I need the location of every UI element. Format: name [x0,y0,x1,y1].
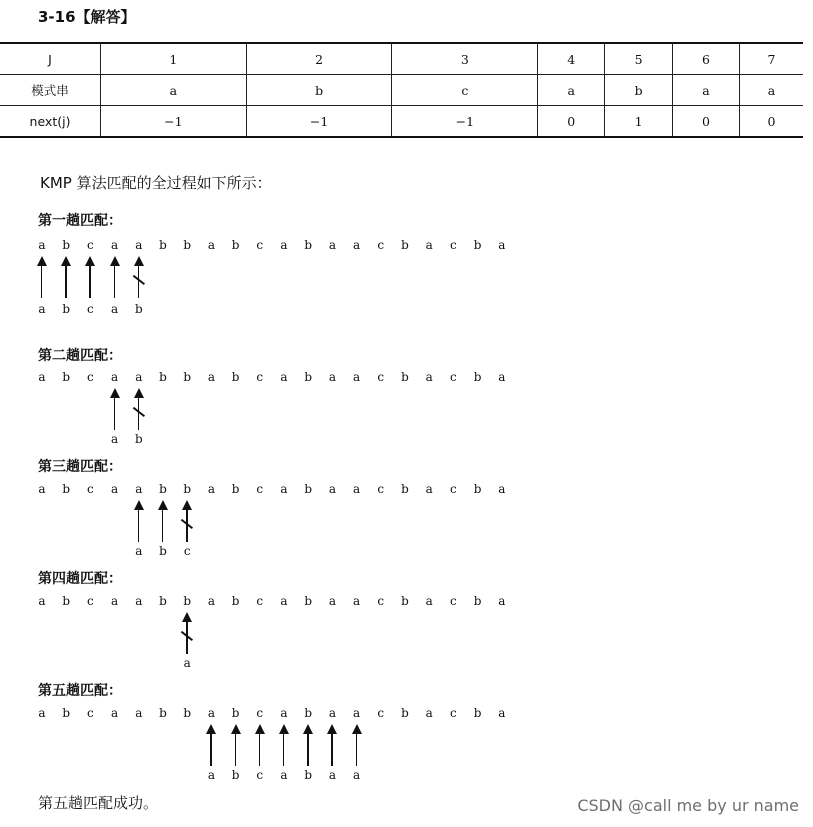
main-char: b [401,594,409,608]
pattern-char: a [280,768,288,782]
table-cell: 5 [605,43,673,75]
main-char: b [62,594,71,608]
main-char: b [304,706,313,720]
table-cell: −1 [246,106,392,138]
main-char: a [328,594,336,608]
main-char: a [280,370,288,384]
trip-title: 第五趟匹配： [38,683,122,699]
pattern-char: c [256,768,264,782]
main-char: c [87,238,94,252]
main-char: b [401,706,409,720]
table-cell: 1 [101,43,247,75]
pattern-char: a [111,432,119,446]
main-char: a [280,238,288,252]
table-cell: 4 [538,43,605,75]
next-table [0,42,803,138]
main-char: a [111,482,119,496]
main-char: b [401,482,409,496]
match-arrow-icon [278,724,290,766]
pattern-char: b [231,768,240,782]
main-char: a [353,706,361,720]
main-char: c [87,706,94,720]
main-char: a [135,594,143,608]
main-char: a [111,594,119,608]
main-char: c [450,238,457,252]
main-char: a [38,238,46,252]
pattern-row [0,302,600,318]
match-arrow-icon [109,256,121,298]
main-char: a [207,370,215,384]
mismatch-arrow-icon [181,612,193,654]
pattern-row [0,656,600,672]
pattern-row [0,544,600,560]
main-char: b [62,370,71,384]
table-row [0,43,803,75]
main-char: a [498,706,506,720]
pattern-char: b [159,544,167,558]
main-string-row [0,238,600,254]
match-arrow-icon [36,256,48,298]
main-char: a [353,370,361,384]
pattern-char: a [328,768,336,782]
main-char: a [38,482,46,496]
row-label: 模式串 [0,75,101,106]
main-char: a [135,238,143,252]
table-cell: 2 [246,43,392,75]
trip-title: 第三趟匹配： [38,459,122,475]
mismatch-arrow-icon [133,388,145,430]
main-char: b [304,238,313,252]
main-char: b [473,370,482,384]
table-cell: 0 [740,106,803,138]
match-arrow-icon [133,500,145,542]
match-arrow-icon [351,724,363,766]
main-char: c [377,370,385,384]
main-char: a [498,370,506,384]
conclusion-text: 第五趟匹配成功。 [38,794,159,812]
match-arrow-icon [326,724,338,766]
main-char: b [62,482,71,496]
main-char: a [207,482,215,496]
main-char: c [450,370,457,384]
main-char: c [256,594,264,608]
pattern-char: a [207,768,215,782]
watermark: CSDN @call me by ur name [577,796,799,815]
main-char: b [159,594,167,608]
main-char: b [183,238,192,252]
main-char: b [231,594,240,608]
main-char: a [280,482,288,496]
main-char: c [256,370,264,384]
trip-title: 第一趟匹配： [38,213,122,229]
main-char: b [159,238,167,252]
mismatch-arrow-icon [181,500,193,542]
pattern-char: a [135,544,143,558]
pattern-char: a [353,768,361,782]
main-char: a [328,482,336,496]
table-cell: c [392,75,538,106]
pattern-char: b [134,432,143,446]
main-char: a [135,370,143,384]
main-char: a [328,238,336,252]
table-cell: 0 [672,106,739,138]
main-char: a [135,706,143,720]
main-char: b [159,370,167,384]
main-char: b [473,594,482,608]
main-string-row [0,594,600,610]
pattern-char: c [87,302,94,316]
table-cell: 1 [605,106,673,138]
main-char: a [328,370,336,384]
pattern-char: a [111,302,119,316]
main-char: c [377,482,385,496]
match-arrow-icon [302,724,314,766]
intro-text: KMP 算法匹配的全过程如下所示： [40,174,272,192]
main-char: a [425,370,433,384]
pattern-char: a [183,656,191,670]
main-char: a [135,482,143,496]
main-char: b [159,706,167,720]
table-cell: a [740,75,803,106]
pattern-char: b [304,768,313,782]
main-char: c [256,706,264,720]
main-char: c [450,594,457,608]
main-char: a [111,370,119,384]
table-cell: −1 [392,106,538,138]
match-arrow-icon [205,724,217,766]
main-char: a [111,238,119,252]
main-char: c [87,482,94,496]
table-cell: 6 [672,43,739,75]
pattern-char: a [38,302,46,316]
main-char: a [111,706,119,720]
table-cell: −1 [101,106,247,138]
pattern-char: b [134,302,143,316]
row-label: J [0,43,101,75]
main-char: b [304,370,313,384]
main-char: b [183,594,192,608]
main-char: b [231,482,240,496]
pattern-row [0,432,600,448]
main-char: c [256,482,264,496]
mismatch-arrow-icon [133,256,145,298]
main-char: b [473,482,482,496]
match-arrow-icon [230,724,242,766]
main-char: b [401,370,409,384]
main-char: b [304,594,313,608]
main-char: b [473,706,482,720]
main-char: a [425,238,433,252]
main-char: a [38,706,46,720]
pattern-row [0,768,600,784]
main-char: b [183,370,192,384]
pattern-char: c [183,544,191,558]
main-char: a [207,706,215,720]
main-char: a [353,238,361,252]
main-char: c [450,706,457,720]
trip-title: 第四趟匹配： [38,571,122,587]
table-cell: a [101,75,247,106]
main-string-row [0,370,600,386]
main-char: a [280,706,288,720]
main-string-row [0,706,600,722]
main-char: a [425,594,433,608]
main-char: b [183,706,192,720]
main-char: c [377,238,385,252]
main-char: b [401,238,409,252]
main-char: a [498,482,506,496]
main-char: b [231,370,240,384]
table-cell: a [672,75,739,106]
main-char: b [304,482,313,496]
table-row [0,106,803,138]
main-char: b [62,238,71,252]
table-cell: b [246,75,392,106]
main-char: a [38,594,46,608]
table-cell: a [538,75,605,106]
main-char: a [328,706,336,720]
main-char: c [87,370,94,384]
main-char: c [377,706,385,720]
table-cell: 0 [538,106,605,138]
main-char: b [159,482,167,496]
main-char: a [425,706,433,720]
table-cell: 3 [392,43,538,75]
match-arrow-icon [254,724,266,766]
match-arrow-icon [109,388,121,430]
main-char: a [353,482,361,496]
heading: 3-16【解答】 [38,8,136,26]
main-char: b [231,706,240,720]
match-arrow-icon [84,256,96,298]
main-char: b [183,482,192,496]
main-char: a [280,594,288,608]
main-char: c [87,594,94,608]
row-label: next(j) [0,106,101,138]
main-char: a [207,594,215,608]
main-char: a [498,238,506,252]
trip-title: 第二趟匹配： [38,348,122,364]
table-cell: 7 [740,43,803,75]
main-char: a [38,370,46,384]
match-arrow-icon [157,500,169,542]
main-char: b [231,238,240,252]
table-row [0,75,803,106]
main-char: a [498,594,506,608]
main-char: a [425,482,433,496]
main-char: b [62,706,71,720]
main-char: a [353,594,361,608]
main-char: c [450,482,457,496]
main-char: c [377,594,385,608]
pattern-char: b [62,302,71,316]
match-arrow-icon [60,256,72,298]
main-char: a [207,238,215,252]
main-char: c [256,238,264,252]
table-cell: b [605,75,673,106]
main-char: b [473,238,482,252]
main-string-row [0,482,600,498]
